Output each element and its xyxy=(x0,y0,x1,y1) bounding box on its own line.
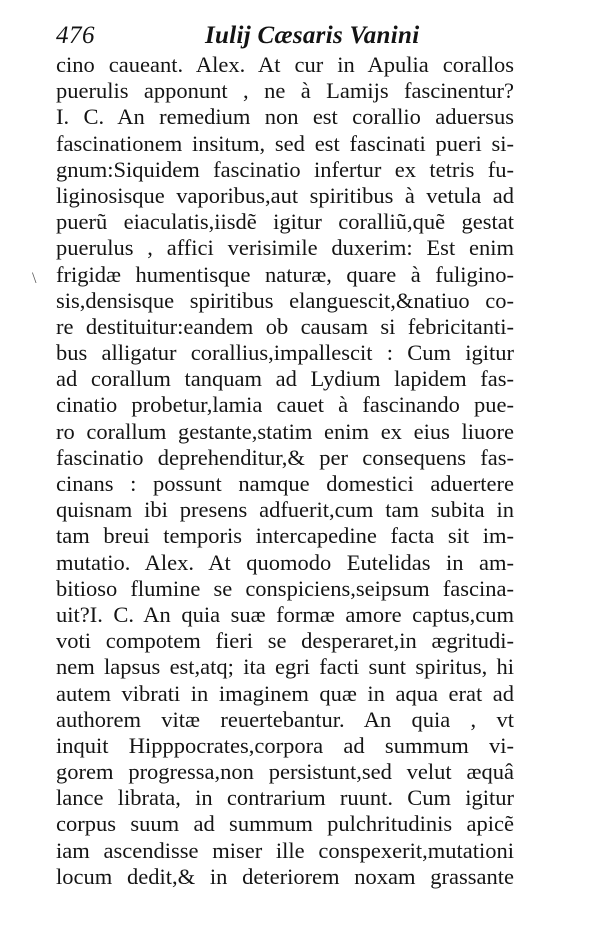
text-line: bus alligatur corallius,impallescit : Cum igitur xyxy=(56,340,514,366)
text-line: frigidæ humentisque naturæ, quare à fuligino- xyxy=(56,261,514,287)
text-line: ro corallum gestante,statim enim ex eius liuore xyxy=(56,418,514,444)
text-line: liginosisque vaporibus,aut spiritibus à vetula ad xyxy=(56,182,514,208)
text-line: sis,densisque spiritibus elanguescit,&natiuo co- xyxy=(56,287,514,313)
text-line: lance librata, in contrarium ruunt. Cum igitur xyxy=(56,785,514,811)
text-line: puerulis apponunt , ne à Lamijs fascinentur? xyxy=(56,78,514,104)
text-line: fascinationem insitum, sed est fascinati pueri si- xyxy=(56,130,514,156)
text-line: mutatio. Alex. At quomodo Eutelidas in am- xyxy=(56,549,514,575)
text-line: inquit Hipppocrates,corpora ad summum vi- xyxy=(56,732,514,758)
text-line: iam ascendisse miser ille conspexerit,mutationi xyxy=(56,837,514,863)
text-line: nem lapsus est,atq; ita egri facti sunt spiritus, hi xyxy=(56,654,514,680)
text-line: voti compotem fieri se desperaret,in ægritudi- xyxy=(56,628,514,654)
text-line: corpus suum ad summum pulchritudinis apicẽ xyxy=(56,811,514,837)
text-line: autem vibrati in imaginem quæ in aqua erat ad xyxy=(56,680,514,706)
text-line: fascinatio deprehenditur,& per consequens fas- xyxy=(56,444,514,470)
text-line: cinans : possunt namque domestici aduertere xyxy=(56,471,514,496)
body-text xyxy=(56,52,514,890)
margin-mark: \ xyxy=(32,270,37,287)
page-number: 476 xyxy=(56,22,95,49)
text-line: puerũ eiaculatis,iisdẽ igitur coralliũ,quẽ gestat xyxy=(56,209,514,235)
text-line: authorem vitæ reuertebantur. An quia , vt xyxy=(56,706,514,732)
text-line: tam breui temporis intercapedine facta sit im- xyxy=(56,523,514,549)
text-line: ad corallum tanquam ad Lydium lapidem fas- xyxy=(56,366,514,392)
text-line: gorem progressa,non persistunt,sed velut æquâ xyxy=(56,759,514,785)
text-line: cino caueant. Alex. At cur in Apulia corallos xyxy=(56,52,514,77)
text-line: re destituitur:eandem ob causam si febricitanti- xyxy=(56,313,514,339)
text-line: I. C. An remedium non est corallio aduersus xyxy=(56,104,514,130)
text-line: bitioso flumine se conspiciens,seipsum fascina- xyxy=(56,575,514,601)
text-line: uit?I. C. An quia suæ formæ amore captus,cum xyxy=(56,601,514,627)
text-line: puerulus , affici verisimile duxerim: Est enim xyxy=(56,235,514,261)
text-line: gnum:Siquidem fascinatio infertur ex tetris fu- xyxy=(56,156,514,182)
text-line: cinatio probetur,lamia cauet à fascinando pue- xyxy=(56,392,514,418)
text-line: quisnam ibi presens adfuerit,cum tam subita in xyxy=(56,497,514,523)
running-head: Iulij Cæsaris Vanini xyxy=(205,22,420,49)
text-line: locum dedit,& in deteriorem noxam grassante xyxy=(56,863,514,889)
